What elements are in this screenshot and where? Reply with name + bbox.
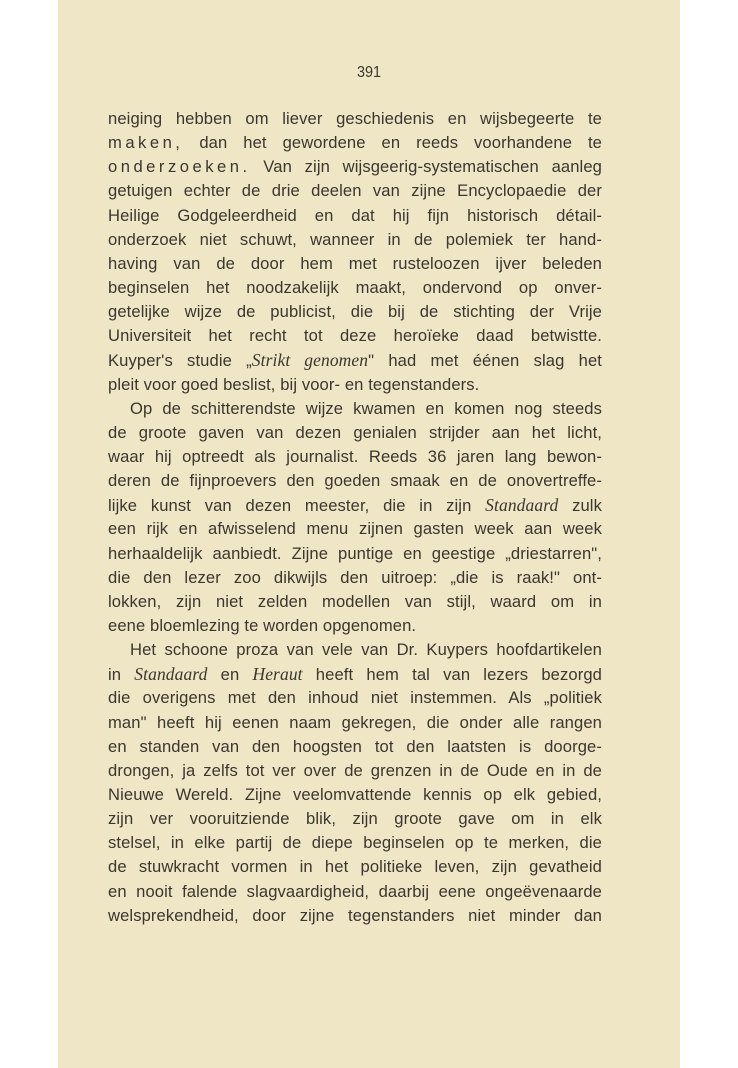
text-segment: en [207,665,253,685]
text-line [108,469,602,493]
text-line [108,517,602,541]
text-segment: onderzoek niet schuwt, wanneer in de polemiek ter hand- [108,229,602,249]
text-line [108,614,602,638]
text-segment: " had met éénen slag het [368,351,602,371]
text-line [108,155,602,179]
text-segment: herhaaldelijk aanbiedt. Zijne puntige en geestige „driestarren", [108,543,602,563]
text-segment: waar hij optreedt als journalist. Reeds 36 jaren lang bewon- [108,446,602,466]
text-line [108,373,602,397]
text-segment: die overigens met den inhoud niet instemmen. Als „politiek [108,688,602,708]
text-segment: beginselen het noodzakelijk maakt, ondervond op onver- [108,277,602,297]
text-segment: Heilige Godgeleerdheid en dat hij fijn historisch détail- [108,205,602,225]
text-line [108,324,602,348]
text-segment: zulk [558,496,602,516]
text-line [108,638,602,662]
text-segment: zijn ver vooruitziende blik, zijn groote gave om in elk [108,809,602,829]
text-segment: en standen van den hoogsten tot den laatsten is doorge- [108,736,602,756]
text-segment: Universiteit het recht tot deze heroïeke daad betwistte. [108,326,602,346]
text-line [108,590,602,614]
text-line [108,179,602,203]
text-line [108,131,602,155]
text-segment: Kuyper's studie „ [108,351,252,371]
text-segment: een rijk en afwisselend menu zijnen gasten week aan week [108,519,602,539]
text-line [108,276,602,300]
text-segment: drongen, ja zelfs tot ver over de grenzen in de Oude en in de [108,760,602,780]
text-segment: having van de door hem met rusteloozen ijver beleden [108,253,602,273]
text-segment: pleit voor goed beslist, bij voor- en tegenstanders. [108,374,480,394]
text-line [108,445,602,469]
text-line [108,204,602,228]
text-segment: Nieuwe Wereld. Zijne veelomvattende kennis op elk gebied, [108,784,602,804]
text-line [108,686,602,710]
text-line [108,904,602,928]
text-segment: de groote gaven van dezen genialen strijder aan het licht, [108,422,602,442]
text-segment: dan het gewordene en reeds voorhandene te [183,133,602,153]
text-line [108,783,602,807]
italic-title: Standaard [134,664,208,685]
text-line [108,711,602,735]
text-line [108,759,602,783]
text-line [108,493,602,517]
text-segment: welsprekendheid, door zijne tegenstanders niet minder dan [108,905,602,925]
text-line [108,397,602,421]
page-number: 391 [356,64,382,81]
text-segment: stelsel, in elke partij de diepe beginselen op te merken, die [108,833,602,853]
body-text [108,107,602,928]
text-segment: Het schoone proza van vele van Dr. Kuypers hoofdartikelen [130,640,602,660]
text-segment: de stuwkracht vormen in het politieke leven, zijn gevatheid [108,857,602,877]
text-line [108,807,602,831]
text-segment: in [108,665,135,685]
text-segment: getelijke wijze de publicist, die bij de stichting der Vrije [108,302,602,322]
text-segment: lijke kunst van dezen meester, die in zijn [108,496,486,516]
text-line [108,300,602,324]
text-segment: onderzoeken. [108,157,251,177]
text-line [108,107,602,131]
text-segment: Van zijn wijsgeerig-systematischen aanleg [250,157,602,177]
text-segment: en nooit falende slagvaardigheid, daarbij eene ongeëvenaarde [108,881,602,901]
text-segment: Op de schitterendste wijze kwamen en komen nog steeds [130,398,602,418]
text-segment: man" heeft hij eenen naam gekregen, die onder alle rangen [108,712,602,732]
text-line [108,662,602,686]
text-line [108,348,602,372]
text-line [108,252,602,276]
text-segment: maken, [108,133,184,153]
text-segment: lokken, zijn niet zelden modellen van stijl, waard om in [108,591,602,611]
text-line [108,735,602,759]
text-line [108,421,602,445]
text-segment: neiging hebben om liever geschiedenis en wijsbegeerte te [108,109,602,128]
text-line [108,831,602,855]
text-segment: eene bloemlezing te worden opgenomen. [108,615,417,635]
text-line [108,855,602,879]
text-line [108,880,602,904]
italic-title: Heraut [252,664,303,685]
text-segment: die den lezer zoo dikwijls den uitroep: „die is raak!" ont- [108,567,602,587]
italic-title: Standaard [485,495,559,516]
text-segment: heeft hem tal van lezers bezorgd [302,665,602,685]
text-line [108,566,602,590]
text-line [108,228,602,252]
text-segment: getuigen echter de drie deelen van zijne Encyclopaedie der [108,181,602,201]
book-page [58,0,680,1068]
italic-title: Strikt genomen [251,350,369,371]
text-line [108,542,602,566]
text-segment: deren de fijnproevers den goeden smaak en de onovertreffe- [108,471,602,491]
